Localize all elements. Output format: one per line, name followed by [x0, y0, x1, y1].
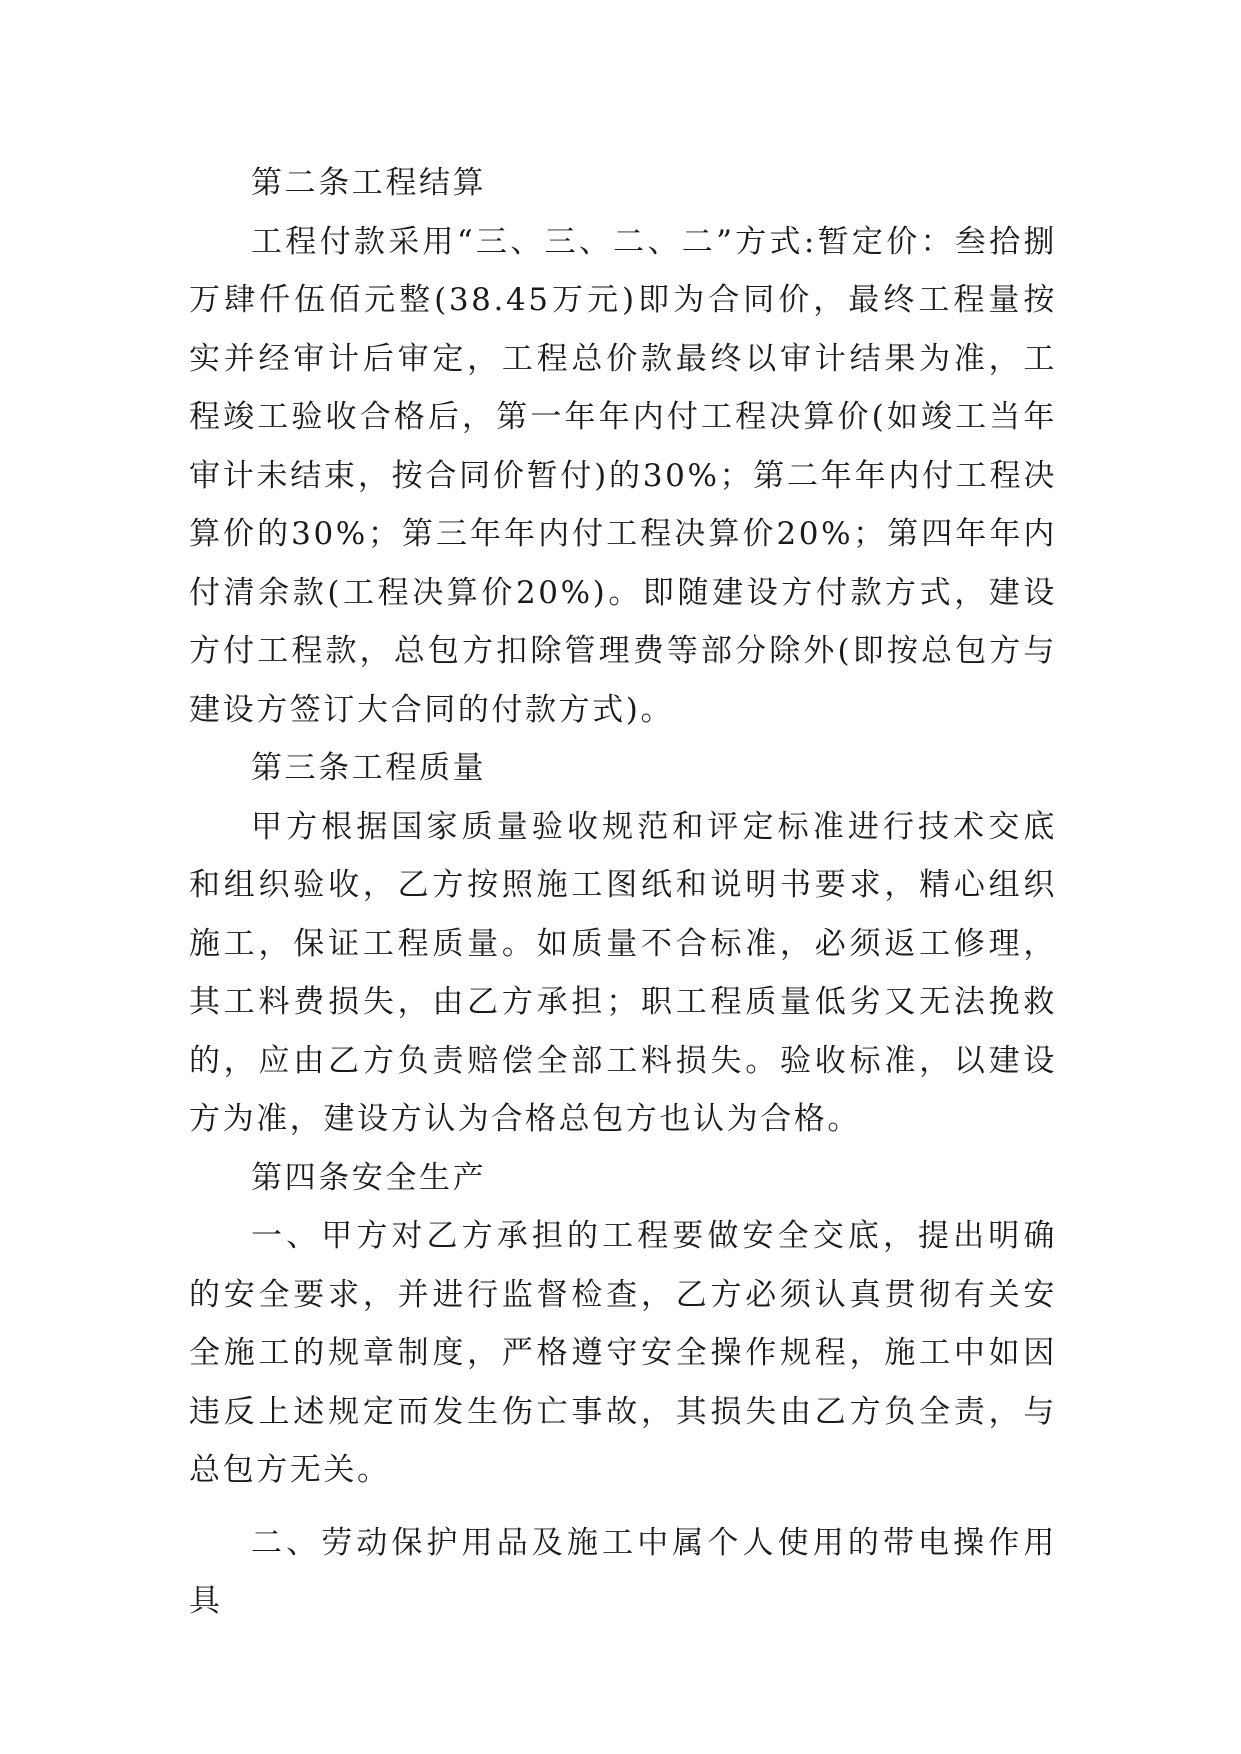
- document-body: [189, 154, 1057, 1631]
- paragraph-safety-2: 二、劳动保护用品及施工中属个人使用的带电操作用具: [189, 1524, 1057, 1619]
- section-heading-safety: 第四条安全生产: [251, 1159, 487, 1196]
- paragraph-settlement: 工程付款采用“三、三、二、二”方式:暂定价：叁拾捌万肆仟伍佰元整(38.45万元)即为合同价，最终工程量按实并经审计后审定，工程总价款最终以审计结果为准，工程竣工验收合格后，第一年年内付工程决算价(如竣工当年审计未结束，按合同价暂付)的30%；第二年年内付工程决算价的30%；第三年年内付工程决算价20%；第四年年内付清余款(工程决算价20%)。即随建设方付款方式，建设方付工程款，总包方扣除管理费等部分除外(即按总包方与建设方签订大合同的付款方式)。: [189, 223, 1057, 728]
- paragraph-safety-1: 一、甲方对乙方承担的工程要做安全交底，提出明确的安全要求，并进行监督检查，乙方必须认真贯彻有关安全施工的规章制度，严格遵守安全操作规程，施工中如因违反上述规定而发生伤亡事故，其损失由乙方负全责，与总包方无关。: [189, 1218, 1057, 1488]
- paragraph-quality: 甲方根据国家质量验收规范和评定标准进行技术交底和组织验收，乙方按照施工图纸和说明书要求，精心组织施工，保证工程质量。如质量不合标准，必须返工修理，其工料费损失，由乙方承担；职工程质量低劣又无法挽救的，应由乙方负责赔偿全部工料损失。验收标准，以建设方为准，建设方认为合格总包方也认为合格。: [189, 808, 1057, 1137]
- section-heading-settlement: 第二条工程结算: [251, 165, 487, 201]
- section-heading-quality: 第三条工程质量: [251, 750, 487, 786]
